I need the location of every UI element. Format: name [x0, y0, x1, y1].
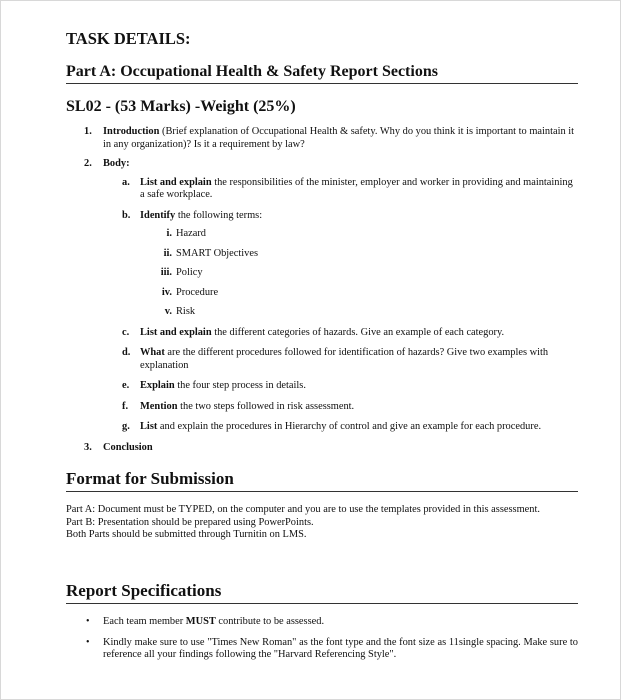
sub-number: e.: [122, 380, 130, 391]
terms-list: [140, 228, 578, 319]
task-details-heading: TASK DETAILS:: [66, 29, 191, 48]
term-item: [160, 267, 578, 280]
item-bold: Conclusion: [103, 441, 153, 453]
term-text: Hazard: [176, 228, 206, 239]
list-item-conclusion: [84, 441, 578, 455]
submission-heading: Format for Submission: [66, 469, 578, 492]
specifications-heading: Report Specifications: [66, 581, 578, 604]
term-number: iv.: [161, 286, 172, 298]
sub-number: f.: [122, 400, 129, 412]
item-number: 2.: [84, 158, 92, 169]
sub-bold: What: [140, 347, 165, 358]
term-text: SMART Objectives: [176, 247, 259, 259]
spec-text: Kindly make sure to use "Times New Roman" as the font type and the font size as 11single spacing. Make sure to reference all your findings following the "Harvard Referencing Style".: [103, 636, 578, 660]
sub-bold: Explain: [140, 380, 175, 391]
sub-text: are the different procedures followed for identification of hazards? Give two examples with explanation: [140, 347, 549, 371]
item-bold: Introduction: [103, 126, 160, 137]
sub-bold: Mention: [140, 400, 178, 412]
part-a-heading: Part A: Occupational Health & Safety Report Sections: [66, 63, 578, 84]
body-sublist: [103, 177, 578, 434]
list-item-body: [84, 158, 578, 434]
term-text: Policy: [176, 267, 203, 278]
term-item: [161, 286, 578, 300]
term-number: iii.: [160, 267, 172, 278]
list-item-introduction: [84, 126, 578, 151]
sub-text: the four step process in details.: [174, 380, 306, 391]
term-text: Procedure: [176, 286, 219, 298]
sub-item-c: [122, 326, 578, 340]
submission-line-3: Both Parts should be submitted through Turnitin on LMS.: [66, 529, 307, 540]
term-number: v.: [164, 306, 172, 317]
spec-bullet-1: [86, 616, 578, 629]
term-item: [163, 247, 578, 261]
spec-bullet-2: [86, 636, 578, 662]
bullet-icon: •: [86, 636, 90, 648]
sub-text: the responsibilities of the minister, employer and worker in providing and maintaining a safe workplace.: [140, 176, 573, 200]
sub-number: c.: [122, 326, 130, 338]
bullet-icon: •: [86, 616, 90, 627]
sub-text: the two steps followed in risk assessment.: [177, 400, 355, 412]
item-bold: Body:: [103, 158, 130, 169]
sub-bold: List and explain: [140, 176, 212, 188]
item-number: 3.: [84, 441, 92, 453]
submission-paragraph: [66, 504, 578, 542]
sub-number: a.: [122, 176, 130, 188]
term-text: Risk: [176, 306, 196, 317]
term-number: i.: [166, 228, 172, 239]
sub-item-g: [122, 421, 578, 434]
specifications-section: [66, 581, 578, 670]
sub-text: and explain the procedures in Hierarchy of control and give an example for each procedure.: [157, 421, 542, 432]
sub-number: d.: [122, 347, 131, 358]
task-section: [66, 29, 578, 461]
sub-bold: Identify: [140, 209, 176, 221]
item-text: (Brief explanation of Occupational Health & safety. Why do you think it is important to maintain it in any organization)? Is it a requirement by law?: [103, 126, 575, 150]
item-number: 1.: [84, 126, 92, 137]
sub-item-d: [122, 347, 578, 372]
sub-item-f: [122, 400, 578, 414]
sub-item-e: [122, 380, 578, 393]
submission-line-2: Part B: Presentation should be prepared using PowerPoints.: [66, 516, 314, 528]
sub-bold: List: [140, 421, 158, 432]
term-item: [166, 228, 578, 241]
sub-item-b: [122, 209, 578, 319]
spec-text: Each team member: [103, 616, 186, 627]
sub-text: the different categories of hazards. Give an example of each category.: [211, 326, 505, 338]
report-sections-list: [66, 126, 578, 454]
sub-number: b.: [122, 209, 131, 221]
sub-text: the following terms:: [175, 209, 263, 221]
spec-text: contribute to be assessed.: [215, 616, 325, 627]
submission-section: [66, 469, 578, 542]
submission-line-1: Part A: Document must be TYPED, on the computer and you are to use the templates provided in this assessment.: [66, 504, 540, 515]
sub-number: g.: [122, 421, 130, 432]
sub-item-a: [122, 176, 578, 202]
specifications-list: [66, 616, 578, 662]
term-number: ii.: [163, 247, 172, 259]
spec-bold: MUST: [185, 616, 216, 627]
sl02-heading: SL02 - (53 Marks) -Weight (25%): [66, 98, 296, 115]
term-item: [164, 306, 578, 319]
sub-bold: List and explain: [140, 326, 212, 338]
